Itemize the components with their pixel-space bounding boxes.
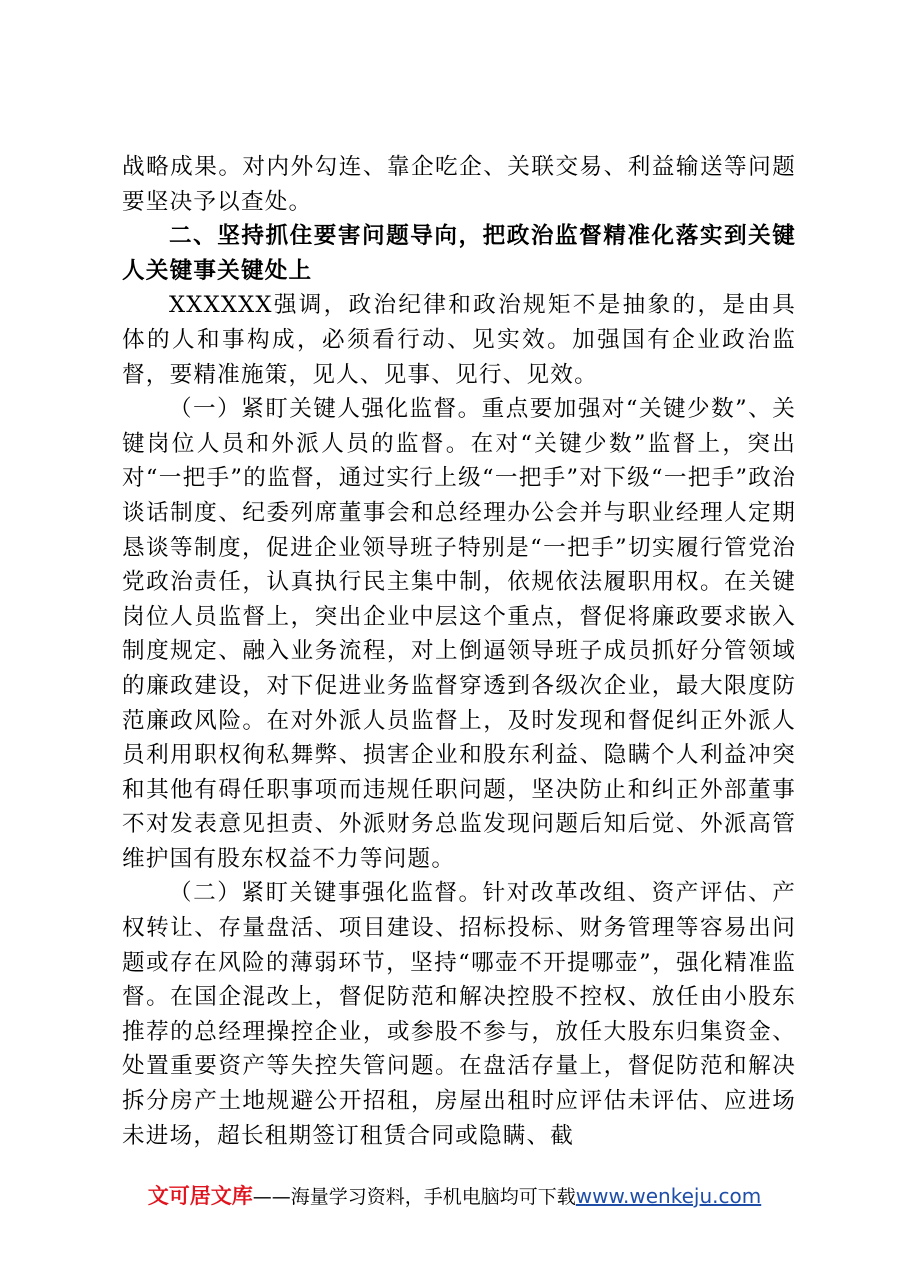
- footer-brand: 文可居文库: [147, 1184, 253, 1208]
- footer-tagline: ——海量学习资料，手机电脑均可下载: [252, 1186, 576, 1208]
- section-heading-2: 二、坚持抓住要害问题导向，把政治监督精准化落实到关键人关键事关键处上: [122, 223, 796, 284]
- footer-banner: [0, 1181, 909, 1212]
- subsection-title-1: （一）紧盯关键人强化监督。: [169, 396, 482, 423]
- paragraph-key-people: [122, 392, 796, 876]
- subsection-title-2: （二）紧盯关键事强化监督。: [169, 880, 483, 907]
- footer-site-link[interactable]: www.wenkeju.com: [575, 1184, 762, 1208]
- paragraph-continuation: 战略成果。对内外勾连、靠企吃企、关联交易、利益输送等问题要坚决予以查处。: [122, 154, 796, 215]
- paragraph-key-matters-body: 针对改革改组、资产评估、产权转让、存量盘活、项目建设、招标投标、财务管理等容易出问题或存在风险的薄弱环节，坚持“哪壶不开提哪壶”，强化精准监督。在国企混改上，督促防范和解决控股不控权、放任由小股东推荐的总经理操控企业，或参股不参与，放任大股东归集资金、处置重要资产等失控失管问题。在盘活存量上，督促防范和解决拆分房产土地规避公开招租，房屋出租时应评估未评估、应进场未进场，超长租期签订租赁合同或隐瞒、截: [122, 880, 796, 1149]
- document-body: [122, 150, 796, 1153]
- paragraph-key-people-body: 重点要加强对“关键少数”、关键岗位人员和外派人员的监督。在对“关键少数”监督上，突出对“一把手”的监督，通过实行上级“一把手”对下级“一把手”政治谈话制度、纪委列席董事会和总经理办公会并与职业经理人定期恳谈等制度，促进企业领导班子特别是“一把手”切实履行管党治党政治责任，认真执行民主集中制，依规依法履职用权。在关键岗位人员监督上，突出企业中层这个重点，督促将廉政要求嵌入制度规定、融入业务流程，对上倒逼领导班子成员抓好分管领域的廉政建设，对下促进业务监督穿透到各级次企业，最大限度防范廉政风险。在对外派人员监督上，及时发现和督促纠正外派人员利用职权徇私舞弊、损害企业和股东利益、隐瞒个人利益冲突和其他有碍任职事项而违规任职问题，坚决防止和纠正外部董事不对发表意见担责、外派财务总监发现问题后知后觉、外派高管维护国有股东权益不力等问题。: [122, 396, 796, 872]
- paragraph-key-matters: [122, 876, 796, 1153]
- paragraph-intro: XXXXXX强调，政治纪律和政治规矩不是抽象的，是由具体的人和事构成，必须看行动、见实效。加强国有企业政治监督，要精准施策，见人、见事、见行、见效。: [122, 292, 796, 388]
